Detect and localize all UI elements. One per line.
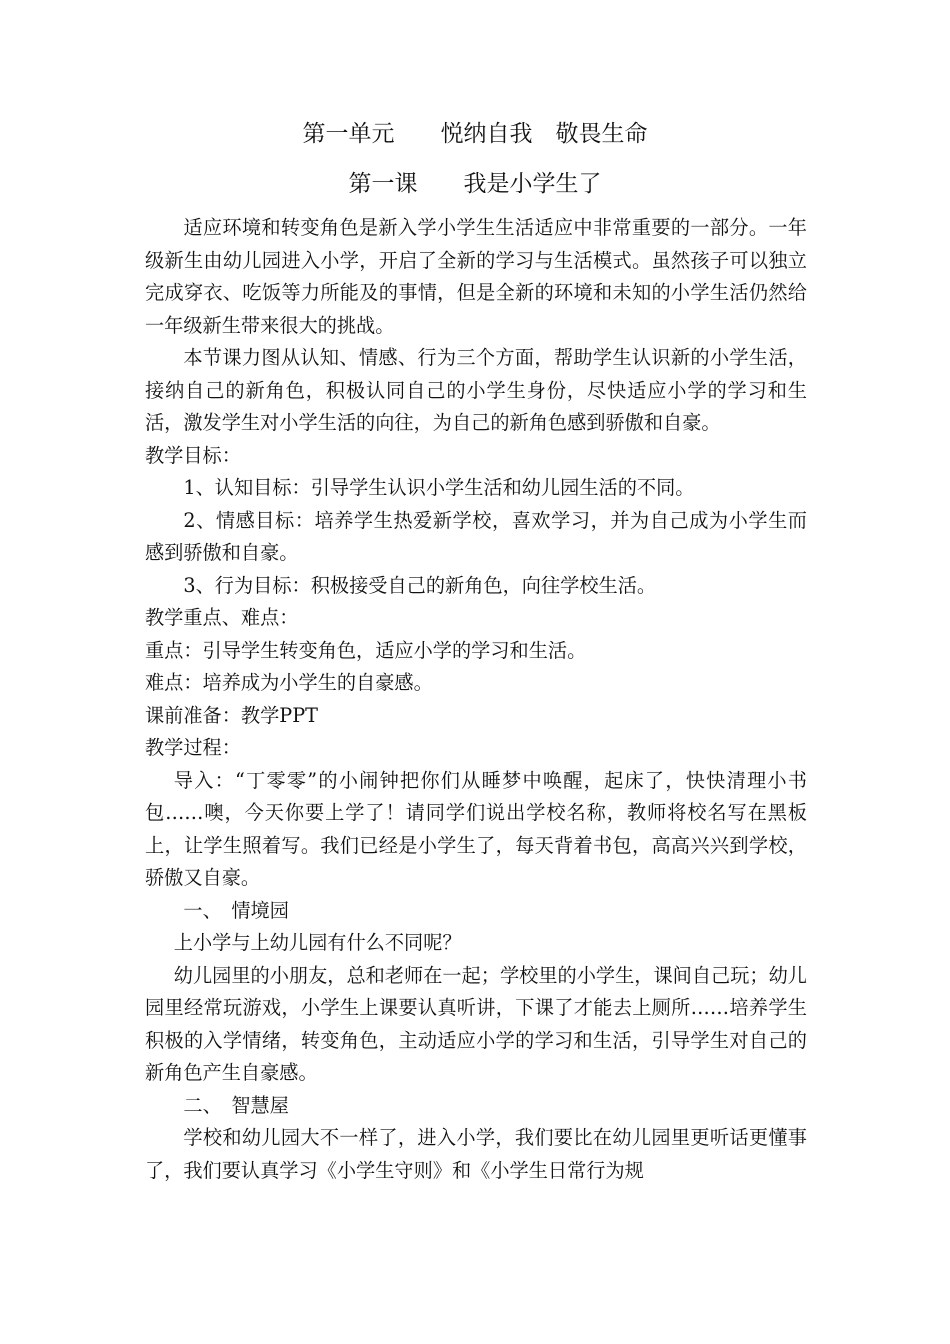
section-2-heading: 二、 智慧屋	[183, 1093, 289, 1117]
key-point: 重点：引导学生转变角色，适应小学的学习和生活。	[145, 638, 587, 662]
lesson-title: 第一课 我是小学生了	[348, 171, 602, 197]
key-heading: 教学重点、难点：	[145, 606, 299, 629]
section-1-heading: 一、 情境园	[183, 898, 289, 922]
goals-heading: 教学目标：	[145, 443, 241, 467]
section-1-body: 幼儿园里的小朋友，总和老师在一起；学校里的小学生，课间自己玩；幼儿园里经常玩游戏，小学生上课要认真听讲，下课了才能去上厕所……培养学生积极的入学情绪，转变角色，主动适应小学的学习和生活，引导学生对自己的新角色产生自豪感。	[145, 963, 807, 1084]
goal-1: 1、认知目标：引导学生认识小学生活和幼儿园生活的不同。	[183, 476, 695, 499]
lead-in-paragraph: 导入：“丁零零”的小闹钟把你们从睡梦中唤醒，起床了，快快清理小书包……噢，今天你要上学了！请同学们说出学校名称，教师将校名写在黑板上，让学生照着写。我们已经是小学生了，每天背着书包，高高兴兴到学校，骄傲又自豪。	[145, 768, 807, 889]
document-body	[145, 212, 807, 1187]
intro-paragraph-2: 本节课力图从认知、情感、行为三个方面，帮助学生认识新的小学生活，接纳自己的新角色，积极认同自己的小学生身份，尽快适应小学的学习和生活，激发学生对小学生活的向往，为自己的新角色感到骄傲和自豪。	[145, 346, 807, 434]
goal-3: 3、行为目标：积极接受自己的新角色，向往学校生活。	[183, 573, 657, 597]
section-1-question: 上小学与上幼儿园有什么不同呢？	[173, 931, 462, 954]
section-2-body: 学校和幼儿园大不一样了，进入小学，我们要比在幼儿园里更听话更懂事了，我们要认真学习《小学生守则》和《小学生日常行为规	[145, 1126, 807, 1182]
difficulty: 难点：培养成为小学生的自豪感。	[145, 671, 433, 694]
preparation: 课前准备：教学PPT	[145, 703, 318, 727]
process-heading: 教学过程：	[145, 736, 241, 759]
goal-2: 2、情感目标：培养学生热爱新学校，喜欢学习，并为自己成为小学生而感到骄傲和自豪。	[145, 508, 807, 564]
intro-paragraph-1: 适应环境和转变角色是新入学小学生生活适应中非常重要的一部分。一年级新生由幼儿园进入小学，开启了全新的学习与生活模式。虽然孩子可以独立完成穿衣、吃饭等力所能及的事情，但是全新的环境和未知的小学生活仍然给一年级新生带来很大的挑战。	[145, 216, 807, 337]
unit-title: 第一单元 悦纳自我 敬畏生命	[302, 121, 648, 147]
